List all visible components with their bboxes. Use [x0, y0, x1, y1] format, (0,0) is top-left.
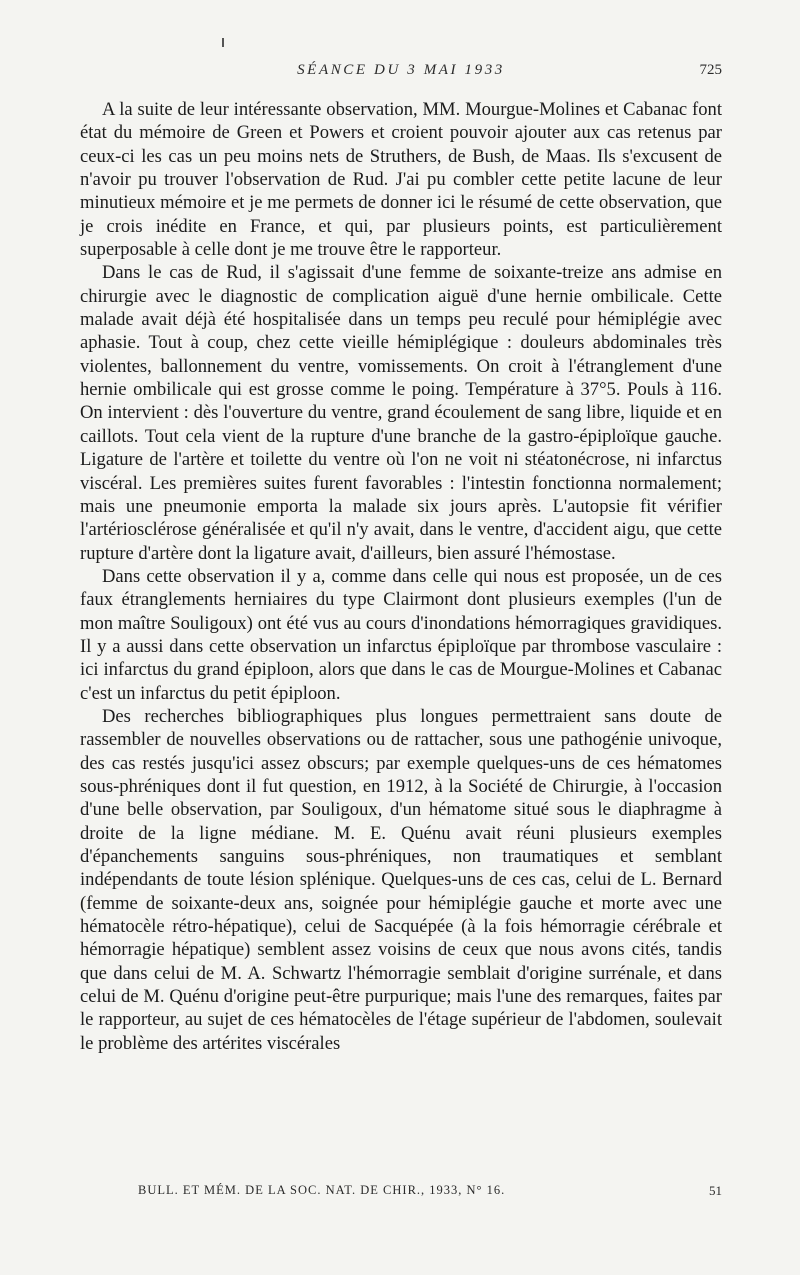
- page-number: 725: [699, 62, 722, 78]
- running-title: SÉANCE DU 3 MAI 1933: [297, 62, 505, 78]
- paragraph-2: Dans le cas de Rud, il s'agissait d'une femme de soixante-treize ans admise en chirurgie avec le diagnostic de complication aiguë d'une hernie ombilicale. Cette malade avait déjà été hospitalisée dans un temps peu reculé pour hémiplégie avec aphasie. Tout à coup, chez cette vieille hémiplégique : douleurs abdominales très violentes, ballonnement du ventre, vomissements. On croit à l'étranglement d'une hernie ombilicale qui est grosse comme le poing. Température à 37°5. Pouls à 116. On intervient : dès l'ouverture du ventre, grand écoulement de sang libre, liquide et en caillots. Tout cela vient de la rupture d'une branche de la gastro-épiploïque gauche. Ligature de l'artère et toilette du ventre où l'on ne voit ni stéatonécrose, ni infarctus viscéral. Les premières suites furent favorables : l'intestin fonctionna normalement; mais une pneumonie emporta la malade six jours après. L'autopsie fit vérifier l'artériosclérose généralisée et qu'il n'y avait, dans le ventre, d'accident aigu, que cette rupture d'artère dont la ligature avait, d'ailleurs, bien assuré l'hémostase.: [80, 262, 722, 564]
- body-text: [80, 98, 722, 1055]
- page-header: [80, 62, 722, 86]
- paragraph-1: A la suite de leur intéressante observation, MM. Mourgue-Molines et Cabanac font état du mémoire de Green et Powers et croient pouvoir ajouter aux cas retenus par ceux-ci les cas un peu moins nets de Struthers, de Bush, de Maas. Ils s'excusent de n'avoir pu trouver l'observation de Rud. J'ai pu combler cette petite lacune de leur minutieux mémoire et je me permets de donner ici le résumé de cette observation, que je crois inédite en France, et qui, par plusieurs points, est particulièrement superposable à celle dont je me trouve être le rapporteur.: [80, 99, 722, 261]
- page-footer: [80, 1183, 722, 1203]
- margin-mark: [222, 38, 224, 47]
- paragraph-4: Des recherches bibliographiques plus longues permettraient sans doute de rassembler de nouvelles observations ou de rattacher, sous une pathogénie univoque, des cas restés jusqu'ici assez obscurs; par exemple quelques-uns de ces hématomes sous-phréniques dont il fut question, en 1912, à la Société de Chirurgie, à l'occasion d'une belle observation, par Souligoux, d'un hématome situé sous le diaphragme à droite de la ligne médiane. M. E. Quénu avait réuni plusieurs exemples d'épanchements sanguins sous-phréniques, non traumatiques et semblant indépendants de toute lésion splénique. Quelques-uns de ces cas, celui de L. Bernard (femme de soixante-deux ans, soignée pour hémiplégie gauche et morte avec une hématocèle rétro-hépatique), celui de Sacquépée (à la fois hémorragie cérébrale et hémorragie hépatique) semblent assez voisins de ceux que nous avons cités, tandis que dans celui de M. A. Schwartz l'hémorragie semblait d'origine surrénale, et dans celui de M. Quénu d'origine peut-être purpurique; mais l'une des remarques, faites par le rapporteur, au sujet de ces hématocèles de l'étage supérieur de l'abdomen, soulevait le problème des artérites viscérales: [80, 705, 722, 1054]
- signature-number: 51: [709, 1183, 722, 1198]
- paragraph-3: Dans cette observation il y a, comme dans celle qui nous est proposée, un de ces faux étranglements herniaires du type Clairmont dont plusieurs exemples (l'un de mon maître Souligoux) ont été vus au cours d'inondations hémorragiques gravidiques. Il y a aussi dans cette observation un infarctus épiploïque par thrombose vasculaire : ici infarctus du grand épiploon, alors que dans le cas de Mourgue-Molines et Cabanac c'est un infarctus du petit épiploon.: [80, 565, 722, 704]
- journal-reference: BULL. ET MÉM. DE LA SOC. NAT. DE CHIR., 1933, N° 16.: [138, 1183, 506, 1197]
